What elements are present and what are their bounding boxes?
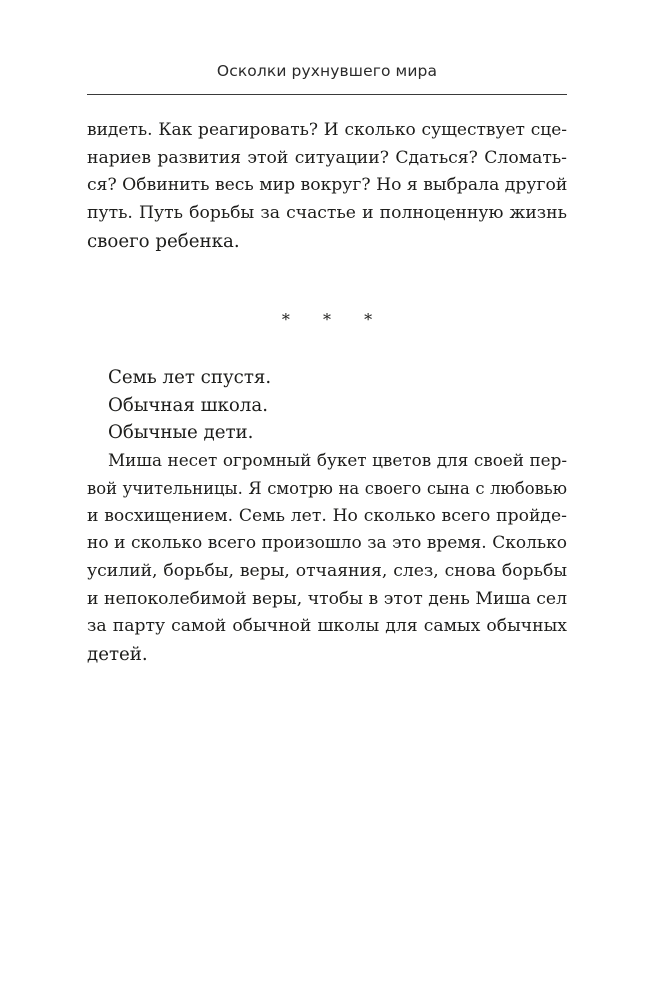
- header-divider: [87, 94, 567, 95]
- text-line: нариев развития этой ситуации? Сдаться? Сломать-: [87, 147, 567, 168]
- text-line: за парту самой обычной школы для самых обычных: [87, 616, 567, 637]
- text-line: Миша несет огромный букет цветов для своей пер-: [108, 450, 567, 471]
- text-line: и восхищением. Семь лет. Но сколько всего пройде-: [87, 505, 567, 526]
- text-line: Обычная школа.: [108, 394, 268, 416]
- text-line: Семь лет спустя.: [108, 367, 272, 388]
- text-line: детей.: [87, 644, 148, 666]
- text-line: но и сколько всего произошло за это время. Сколько: [87, 533, 567, 554]
- text-line: путь. Путь борьбы за счастье и полноценную жизнь: [87, 203, 567, 224]
- text-line: ся? Обвинить весь мир вокруг? Но я выбрала другой: [87, 175, 568, 196]
- paragraph-section: [87, 364, 567, 669]
- text-line: усилий, борьбы, веры, отчаяния, слез, снова борьбы: [87, 560, 567, 581]
- text-line: вой учительницы. Я смотрю на своего сына с любовью: [87, 478, 567, 498]
- text-line: видеть. Как реагировать? И сколько существует сце-: [87, 120, 567, 140]
- running-head-title: Осколки рухнувшего мира: [216, 62, 438, 80]
- paragraph-continued: [87, 117, 567, 256]
- text-line: своего ребенка.: [87, 230, 240, 252]
- text-line: Обычные дети.: [108, 422, 254, 444]
- text-line: и непоколебимой веры, чтобы в этот день Миша сел: [87, 588, 567, 609]
- section-separator: * * *: [281, 310, 387, 329]
